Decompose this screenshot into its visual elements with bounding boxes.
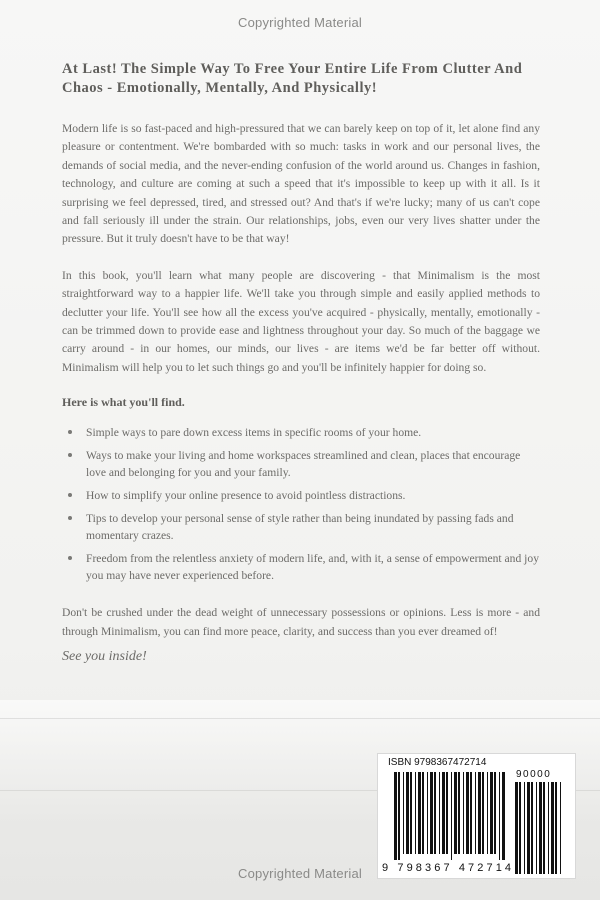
barcode-bar [482,772,484,854]
barcode-bar [410,772,412,854]
watermark-top: Copyrighted Material [238,15,362,30]
features-list [62,424,540,584]
list-item-text: Freedom from the relentless anxiety of modern life, and, with it, a sense of empowerment and joy you may have never experienced before. [86,552,539,583]
back-cover-text [62,60,540,665]
barcode-bar [502,772,505,860]
bullet-icon [68,453,72,457]
barcode-bar [478,772,481,854]
bullet-icon [68,493,72,497]
intro-paragraph: Modern life is so fast-paced and high-pressured that we can barely keep on top of it, let alone find any pleasure or contentment. We're bombarded with so much: tasks in work and our personal lives, the demands of social media, and the never-ending confusion of the world around us. Changes in fashion, technology, and culture are coming at such a speed that it's impossible to keep up with it all. Is it surprising we feel depressed, tired, and stressed out? And that's if we're lucky; many of us can't cope and fall seriously ill under the strain. Our relationships, jobs, even our very lives shatter under the pressure. But it truly doesn't have to be that way! [62,122,540,246]
barcode-bar [531,782,533,874]
list-item-text: Tips to develop your personal sense of style rather than being inundated by passing fads and momentary crazes. [86,512,514,543]
list-item-text: How to simplify your online presence to avoid pointless distractions. [86,489,406,503]
barcode-bars [378,754,575,878]
barcode-bar [536,782,537,874]
barcode-bar [524,782,525,874]
barcode-bar [394,772,397,860]
barcode-bar [475,772,476,854]
list-item [86,447,540,481]
barcode-bar [487,772,488,854]
bullet-icon [68,556,72,560]
barcode-bar [446,772,448,854]
addon-barcode [515,782,561,874]
barcode-bar [494,772,496,854]
barcode-bar [527,782,530,874]
list-item [86,510,540,544]
barcode-bar [470,772,472,854]
body-paragraph: In this book, you'll learn what many people are discovering - that Minimalism is the most straightforward way to a happier life. We'll take you through simple and easily applied methods to declutter your life. You'll see how all the excess you've acquired - physically, mentally, emotionally - can be trimmed down to provide ease and lightness throughout your day. So much of the baggage we carry around - in our homes, our minds, our lives - are items we'd be far better off without. Minimalism will help you to let such things go and you'll be infinitely happier for doing so. [62,268,540,374]
barcode-bar [434,772,436,854]
list-item-text: Ways to make your living and home workspaces streamlined and clean, places that encourage love and belonging for you and your family. [86,449,521,480]
barcode-bar [539,782,542,874]
barcode-bar [430,772,433,854]
main-barcode [394,772,505,860]
barcode-bar [458,772,460,854]
bullet-icon [68,516,72,520]
floor-line [0,718,600,719]
barcode-bar [515,782,518,874]
price-code: 90000 [516,769,552,780]
isbn-barcode [377,753,576,879]
barcode-bar [398,772,400,860]
barcode-bar [543,782,545,874]
barcode-bar [454,772,457,854]
barcode-bar [555,782,557,874]
barcode-bar [442,772,445,854]
list-item-text: Simple ways to pare down excess items in specific rooms of your home. [86,426,422,440]
barcode-bar [463,772,464,854]
features-heading: Here is what you'll find. [62,395,185,410]
barcode-bar [466,772,469,854]
barcode-bar [548,782,549,874]
list-item [86,424,540,441]
barcode-bar [560,782,561,874]
isbn-label: ISBN 9798367472714 [388,757,487,768]
barcode-bar [499,772,500,860]
list-item [86,487,540,504]
barcode-bar [490,772,493,854]
barcode-bar [427,772,428,854]
list-item [86,550,540,584]
barcode-bar [439,772,440,854]
barcode-bar [519,782,521,874]
barcode-bar [415,772,416,854]
barcode-bar [406,772,409,854]
headline: At Last! The Simple Way To Free Your Entire Life From Clutter And Chaos - Emotionally, Mentally, And Physically! [62,61,523,96]
signoff: See you inside! [62,649,147,665]
watermark-bottom: Copyrighted Material [238,866,362,881]
isbn-digits: 9 798367 472714 [382,862,515,874]
barcode-bar [451,772,452,860]
barcode-bar [418,772,421,854]
barcode-bar [403,772,404,854]
barcode-bar [422,772,424,854]
closing-paragraph: Don't be crushed under the dead weight of unnecessary possessions or opinions. Less is more - and through Minimalism, you can find more peace, clarity, and success than you ever dreamed of! [62,606,540,638]
bullet-icon [68,430,72,434]
barcode-bar [551,782,554,874]
